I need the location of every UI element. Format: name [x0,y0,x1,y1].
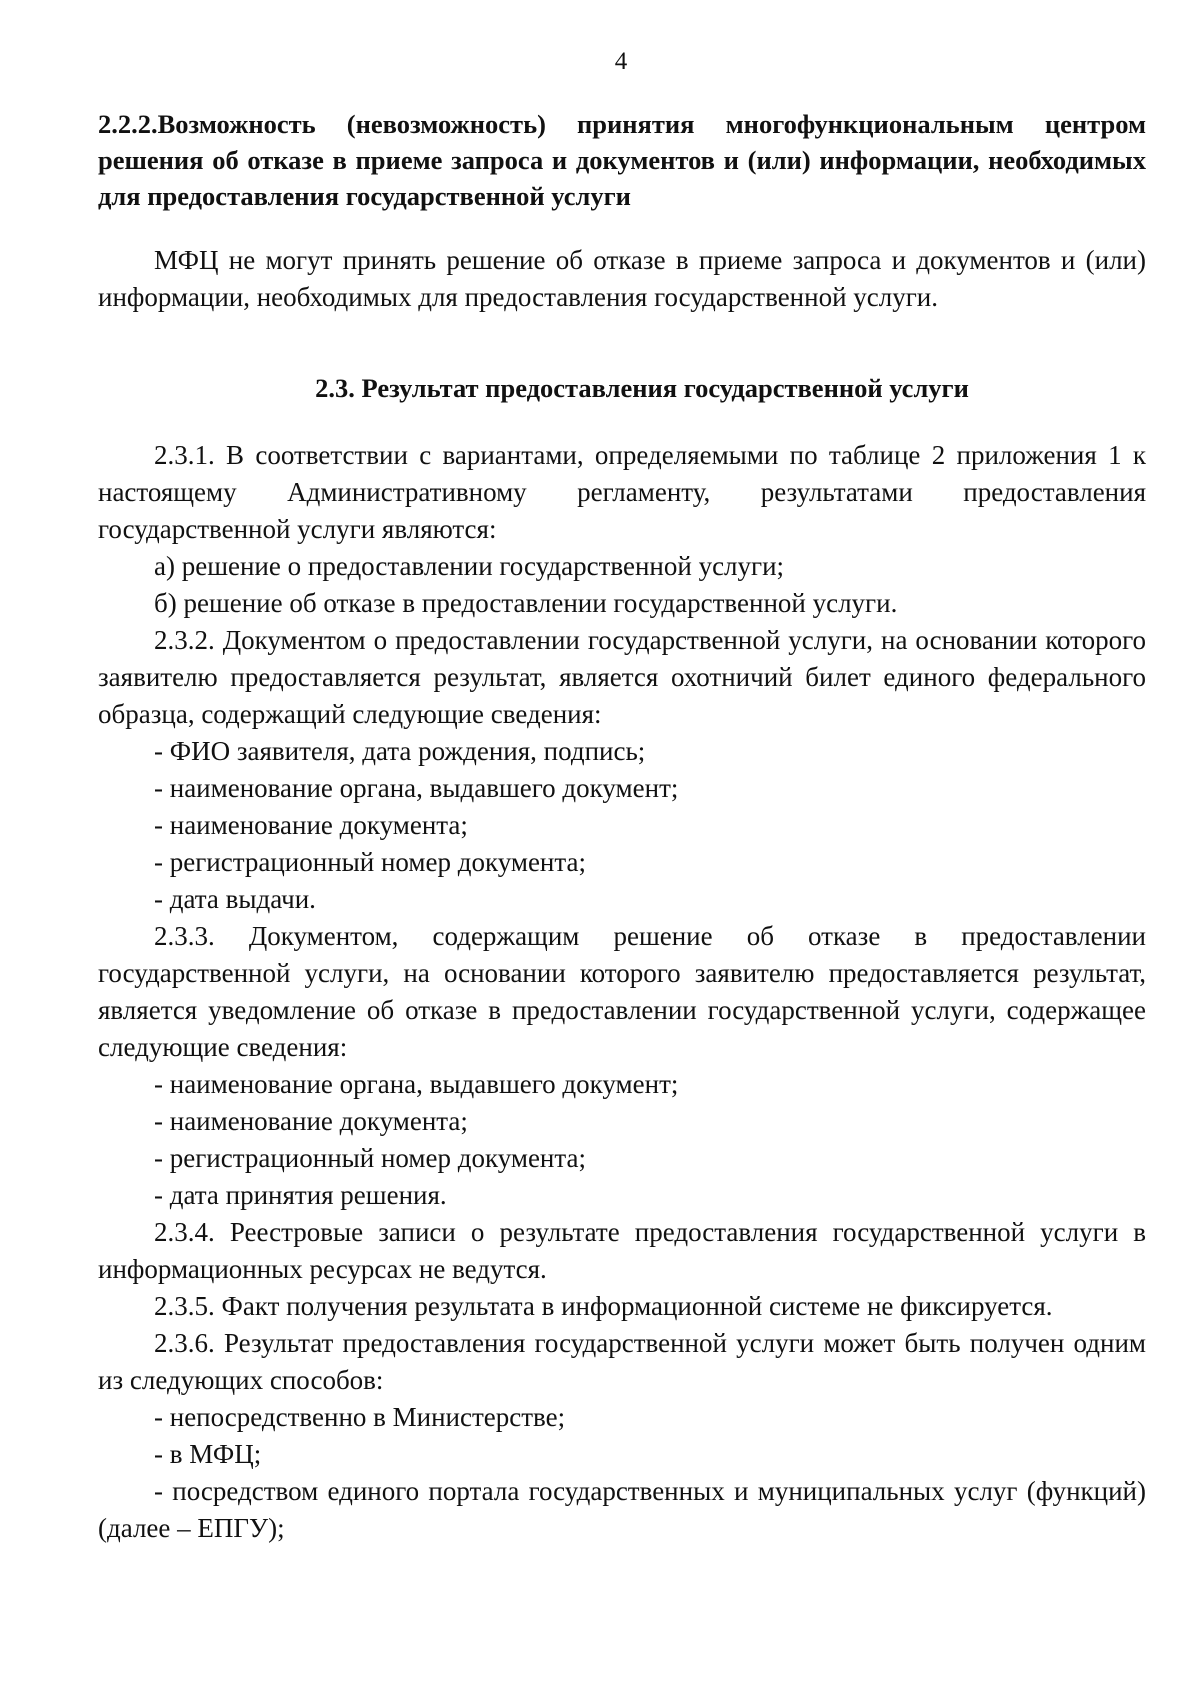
paragraph-2-3-4: 2.3.4. Реестровые записи о результате предоставления государственной услуги в информационных ресурсах не ведутся. [98,1217,1146,1284]
list-item: - в МФЦ; [154,1439,262,1469]
list-item: - дата принятия решения. [154,1180,447,1210]
list-item: - наименование органа, выдавшего документ; [154,1069,679,1099]
list-item: - непосредственно в Министерстве; [154,1402,566,1432]
paragraph-2-3-1: 2.3.1. В соответствии с вариантами, определяемыми по таблице 2 приложения 1 к настоящему Административному регламенту, результатами предоставления государственной услуги являются: [98,440,1146,544]
paragraph-2-3-3: 2.3.3. Документом, содержащим решение об отказе в предоставлении государственной услуги, на основании которого заявителю предоставляется результат, является уведомление об отказе в предоставлении государственной услуги, содержащее следующие сведения: [98,921,1146,1062]
spacer [98,214,1146,242]
list-item: - наименование органа, выдавшего документ; [154,773,679,803]
list-item: - регистрационный номер документа; [154,847,586,877]
section-2-2-2-title: 2.2.2.Возможность (невозможность) принятия многофункциональным центром решения об отказе в приеме запроса и документов и (или) информации, необходимых для предоставления государственной услуги [98,109,1146,211]
list-item: - дата выдачи. [154,884,316,914]
section-2-2-2-paragraph: МФЦ не могут принять решение об отказе в приеме запроса и документов и (или) информации, необходимых для предоставления государственной услуги. [98,245,1146,312]
list-item-2-3-1-b: б) решение об отказе в предоставлении государственной услуги. [154,588,898,618]
paragraph-2-3-2: 2.3.2. Документом о предоставлении государственной услуги, на основании которого заявителю предоставляется результат, является охотничий билет единого федерального образца, содержащий следующие сведения: [98,625,1146,729]
spacer [98,407,1146,437]
list-item: - наименование документа; [154,810,468,840]
list-item: - наименование документа; [154,1106,468,1136]
list-item: - ФИО заявителя, дата рождения, подпись; [154,736,646,766]
spacer [98,316,1146,370]
list-item: - посредством единого портала государственных и муниципальных услуг (функций) (далее – ЕПГУ); [98,1476,1146,1543]
document-body [98,106,1146,1547]
section-2-3-heading: 2.3. Результат предоставления государственной услуги [315,373,969,403]
list-item-2-3-1-a: а) решение о предоставлении государственной услуги; [154,551,785,581]
list-item: - регистрационный номер документа; [154,1143,586,1173]
paragraph-2-3-5: 2.3.5. Факт получения результата в информационной системе не фиксируется. [154,1291,1053,1321]
paragraph-2-3-6: 2.3.6. Результат предоставления государственной услуги может быть получен одним из следующих способов: [98,1328,1146,1395]
page-number: 4 [614,48,628,75]
